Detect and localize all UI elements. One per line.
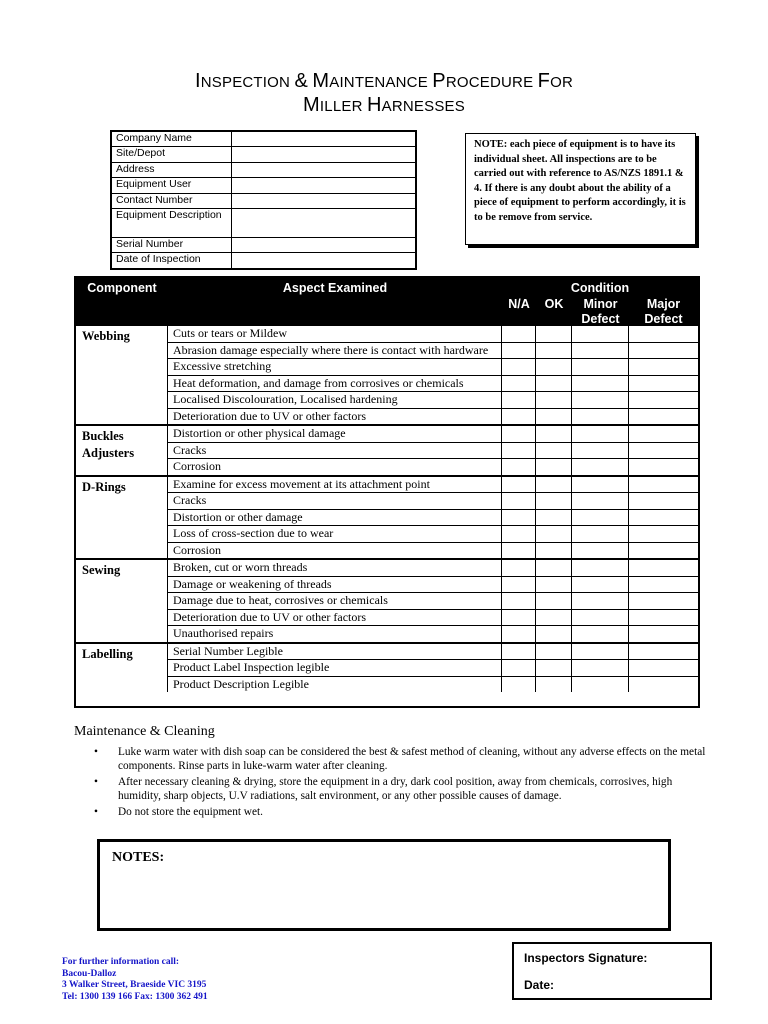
minor-defect-cell[interactable]: [572, 376, 629, 392]
minor-defect-cell[interactable]: [572, 543, 629, 559]
component-label: Buckles Adjusters: [76, 426, 168, 475]
aspect-cell: Cracks: [168, 443, 502, 459]
notes-box[interactable]: [97, 839, 671, 931]
table-row: [168, 593, 698, 610]
aspect-cell: Deterioration due to UV or other factors: [168, 409, 502, 425]
ok-cell[interactable]: [536, 493, 572, 509]
contact-line: For further information call:: [62, 957, 180, 967]
aspect-cell: Distortion or other physical damage: [168, 426, 502, 442]
aspect-cell: Abrasion damage especially where there is contact with hardware: [168, 343, 502, 359]
aspect-cell: Corrosion: [168, 543, 502, 559]
minor-defect-cell[interactable]: [572, 644, 629, 660]
table-row: [168, 660, 698, 677]
aspect-cell: Unauthorised repairs: [168, 626, 502, 642]
contact-line: Bacou-Dalloz: [62, 968, 117, 979]
major-defect-cell[interactable]: [629, 326, 698, 342]
info-label: Company Name: [112, 132, 232, 146]
ok-cell[interactable]: [536, 626, 572, 642]
na-cell[interactable]: [502, 459, 536, 475]
na-cell[interactable]: [502, 409, 536, 425]
major-defect-cell[interactable]: [629, 376, 698, 392]
aspect-cell: Distortion or other damage: [168, 510, 502, 526]
major-defect-cell[interactable]: [629, 426, 698, 442]
list-item-text: Do not store the equipment wet.: [118, 806, 263, 818]
aspect-cell: Product Description Legible: [168, 677, 502, 693]
aspect-cell: Serial Number Legible: [168, 644, 502, 660]
info-value-field[interactable]: [232, 178, 415, 192]
ok-cell[interactable]: [536, 392, 572, 408]
component-label: Webbing: [76, 326, 168, 424]
table-row: [168, 626, 698, 642]
na-cell[interactable]: [502, 677, 536, 693]
component-group: [76, 560, 698, 644]
minor-defect-cell[interactable]: [572, 526, 629, 542]
ok-cell[interactable]: [536, 376, 572, 392]
minor-defect-cell[interactable]: [572, 560, 629, 576]
minor-defect-cell[interactable]: [572, 493, 629, 509]
minor-defect-cell[interactable]: [572, 626, 629, 642]
ok-cell[interactable]: [536, 677, 572, 693]
ok-cell[interactable]: [536, 359, 572, 375]
ok-cell[interactable]: [536, 660, 572, 676]
table-row: [168, 392, 698, 409]
aspect-cell: Damage due to heat, corrosives or chemicals: [168, 593, 502, 609]
table-row: [168, 343, 698, 360]
table-row: [168, 610, 698, 627]
major-defect-cell[interactable]: [629, 409, 698, 425]
major-defect-cell[interactable]: [629, 477, 698, 493]
component-group: [76, 477, 698, 561]
na-cell[interactable]: [502, 359, 536, 375]
minor-defect-cell[interactable]: [572, 426, 629, 442]
table-row: [168, 577, 698, 594]
minor-defect-cell[interactable]: [572, 343, 629, 359]
table-row: [168, 443, 698, 460]
minor-defect-cell[interactable]: [572, 409, 629, 425]
na-cell[interactable]: [502, 477, 536, 493]
aspect-cell: Damage or weakening of threads: [168, 577, 502, 593]
info-label: Equipment User: [112, 178, 232, 192]
date-label: Date:: [524, 978, 555, 992]
ok-cell[interactable]: [536, 610, 572, 626]
header-ok: OK: [544, 297, 564, 311]
table-row: [168, 677, 698, 693]
minor-defect-cell[interactable]: [572, 443, 629, 459]
table-header: [76, 278, 698, 326]
na-cell[interactable]: [502, 376, 536, 392]
major-defect-cell[interactable]: [629, 610, 698, 626]
info-value-field[interactable]: [232, 132, 415, 146]
info-label: Equipment Description: [112, 209, 232, 237]
major-defect-cell[interactable]: [629, 392, 698, 408]
list-item-text: Luke warm water with dish soap can be considered the best & safest method of cleaning, without any adverse effects on the metal components. Rinse parts in luke-warm water after cleaning.: [118, 746, 706, 772]
header-component: Component: [87, 281, 157, 295]
component-group: [76, 644, 698, 693]
minor-defect-cell[interactable]: [572, 510, 629, 526]
ok-cell[interactable]: [536, 343, 572, 359]
major-defect-cell[interactable]: [629, 644, 698, 660]
info-row: [112, 194, 415, 209]
info-row: [112, 147, 415, 162]
contact-line: Tel: 1300 139 166 Fax: 1300 362 491: [62, 991, 208, 1002]
na-cell[interactable]: [502, 560, 536, 576]
info-value-field[interactable]: [232, 238, 415, 252]
aspect-cell: Loss of cross-section due to wear: [168, 526, 502, 542]
bullet-icon: •: [94, 776, 98, 788]
ok-cell[interactable]: [536, 459, 572, 475]
bullet-icon: •: [94, 806, 98, 818]
minor-defect-cell[interactable]: [572, 677, 629, 693]
header-minor-defect: Minor Defect: [581, 297, 620, 326]
header-condition: Condition: [570, 281, 630, 295]
header-na: N/A: [508, 297, 530, 311]
aspect-cell: Product Label Inspection legible: [168, 660, 502, 676]
minor-defect-cell[interactable]: [572, 577, 629, 593]
major-defect-cell[interactable]: [629, 493, 698, 509]
maintenance-heading: Maintenance & Cleaning: [74, 724, 215, 739]
table-row: [168, 359, 698, 376]
na-cell[interactable]: [502, 660, 536, 676]
table-row: [168, 459, 698, 475]
minor-defect-cell[interactable]: [572, 610, 629, 626]
na-cell[interactable]: [502, 577, 536, 593]
ok-cell[interactable]: [536, 510, 572, 526]
aspect-cell: Deterioration due to UV or other factors: [168, 610, 502, 626]
info-label: Address: [112, 163, 232, 177]
na-cell[interactable]: [502, 392, 536, 408]
table-row: [168, 493, 698, 510]
header-major-defect: Major Defect: [644, 297, 683, 326]
page-title-line1: INSPECTION & MAINTENANCE PROCEDURE FOR: [194, 70, 573, 92]
na-cell[interactable]: [502, 443, 536, 459]
table-row: [168, 477, 698, 494]
list-item: [90, 805, 710, 819]
table-row: [168, 409, 698, 425]
ok-cell[interactable]: [536, 426, 572, 442]
aspect-cell: Excessive stretching: [168, 359, 502, 375]
na-cell[interactable]: [502, 493, 536, 509]
inspection-table: [74, 276, 700, 708]
ok-cell[interactable]: [536, 543, 572, 559]
na-cell[interactable]: [502, 543, 536, 559]
info-row: [112, 178, 415, 193]
ok-cell[interactable]: [536, 560, 572, 576]
contact-info: [62, 957, 208, 1003]
aspect-cell: Examine for excess movement at its attachment point: [168, 477, 502, 493]
info-label: Serial Number: [112, 238, 232, 252]
equipment-info-table: [110, 130, 417, 270]
notes-label: NOTES:: [112, 850, 165, 865]
component-label: Sewing: [76, 560, 168, 642]
table-row: [168, 526, 698, 543]
major-defect-cell[interactable]: [629, 560, 698, 576]
minor-defect-cell[interactable]: [572, 477, 629, 493]
major-defect-cell[interactable]: [629, 459, 698, 475]
page-title-line2: MILLER HARNESSES: [303, 94, 465, 116]
minor-defect-cell[interactable]: [572, 359, 629, 375]
header-aspect: Aspect Examined: [282, 281, 388, 295]
info-value-field[interactable]: [232, 253, 415, 268]
list-item-text: After necessary cleaning & drying, store the equipment in a dry, dark cool position, away from chemicals, corrosives, high humidity, sharp objects, U.V radiations, salt environment, or any other possible causes of damage.: [118, 776, 673, 802]
info-value-field[interactable]: [232, 209, 415, 237]
info-label: Date of Inspection: [112, 253, 232, 268]
info-value-field[interactable]: [232, 163, 415, 177]
info-value-field[interactable]: [232, 147, 415, 161]
info-row: [112, 209, 415, 238]
major-defect-cell[interactable]: [629, 677, 698, 693]
info-label: Site/Depot: [112, 147, 232, 161]
table-row: [168, 560, 698, 577]
info-row: [112, 163, 415, 178]
signature-label: Inspectors Signature:: [524, 951, 648, 965]
component-label: D-Rings: [76, 477, 168, 559]
component-group: [76, 426, 698, 477]
info-row: [112, 238, 415, 253]
aspect-cell: Corrosion: [168, 459, 502, 475]
major-defect-cell[interactable]: [629, 577, 698, 593]
info-row: [112, 253, 415, 268]
ok-cell[interactable]: [536, 577, 572, 593]
minor-defect-cell[interactable]: [572, 326, 629, 342]
major-defect-cell[interactable]: [629, 443, 698, 459]
na-cell[interactable]: [502, 526, 536, 542]
na-cell[interactable]: [502, 426, 536, 442]
aspect-cell: Broken, cut or worn threads: [168, 560, 502, 576]
minor-defect-cell[interactable]: [572, 459, 629, 475]
na-cell[interactable]: [502, 326, 536, 342]
major-defect-cell[interactable]: [629, 343, 698, 359]
aspect-cell: Cracks: [168, 493, 502, 509]
table-row: [168, 426, 698, 443]
table-row: [168, 644, 698, 661]
table-body: [76, 326, 698, 692]
list-item: [90, 775, 710, 803]
table-row: [168, 326, 698, 343]
minor-defect-cell[interactable]: [572, 392, 629, 408]
ok-cell[interactable]: [536, 526, 572, 542]
aspect-cell: Cuts or tears or Mildew: [168, 326, 502, 342]
note-box: NOTE: each piece of equipment is to have its individual sheet. All inspections are to be carried out with reference to AS/NZS 1891.1 & 4. If there is any doubt about the ability of a piece of equipment to perform accordingly, it is to be remove from service.: [465, 133, 696, 245]
aspect-cell: Heat deformation, and damage from corrosives or chemicals: [168, 376, 502, 392]
na-cell[interactable]: [502, 343, 536, 359]
major-defect-cell[interactable]: [629, 626, 698, 642]
list-item: [90, 745, 710, 773]
ok-cell[interactable]: [536, 443, 572, 459]
major-defect-cell[interactable]: [629, 593, 698, 609]
aspect-cell: Localised Discolouration, Localised hardening: [168, 392, 502, 408]
major-defect-cell[interactable]: [629, 510, 698, 526]
table-row: [168, 376, 698, 393]
major-defect-cell[interactable]: [629, 660, 698, 676]
major-defect-cell[interactable]: [629, 359, 698, 375]
table-row: [168, 543, 698, 559]
info-value-field[interactable]: [232, 194, 415, 208]
minor-defect-cell[interactable]: [572, 593, 629, 609]
signature-box[interactable]: [512, 942, 712, 1000]
ok-cell[interactable]: [536, 644, 572, 660]
info-row: [112, 132, 415, 147]
major-defect-cell[interactable]: [629, 543, 698, 559]
ok-cell[interactable]: [536, 409, 572, 425]
info-label: Contact Number: [112, 194, 232, 208]
major-defect-cell[interactable]: [629, 526, 698, 542]
table-row: [168, 510, 698, 527]
ok-cell[interactable]: [536, 477, 572, 493]
ok-cell[interactable]: [536, 326, 572, 342]
component-group: [76, 326, 698, 426]
bullet-icon: •: [94, 746, 98, 758]
minor-defect-cell[interactable]: [572, 660, 629, 676]
maintenance-list: [90, 745, 710, 821]
na-cell[interactable]: [502, 610, 536, 626]
contact-line: 3 Walker Street, Braeside VIC 3195: [62, 980, 207, 990]
na-cell[interactable]: [502, 510, 536, 526]
ok-cell[interactable]: [536, 593, 572, 609]
component-label: Labelling: [76, 644, 168, 693]
na-cell[interactable]: [502, 644, 536, 660]
na-cell[interactable]: [502, 593, 536, 609]
na-cell[interactable]: [502, 626, 536, 642]
